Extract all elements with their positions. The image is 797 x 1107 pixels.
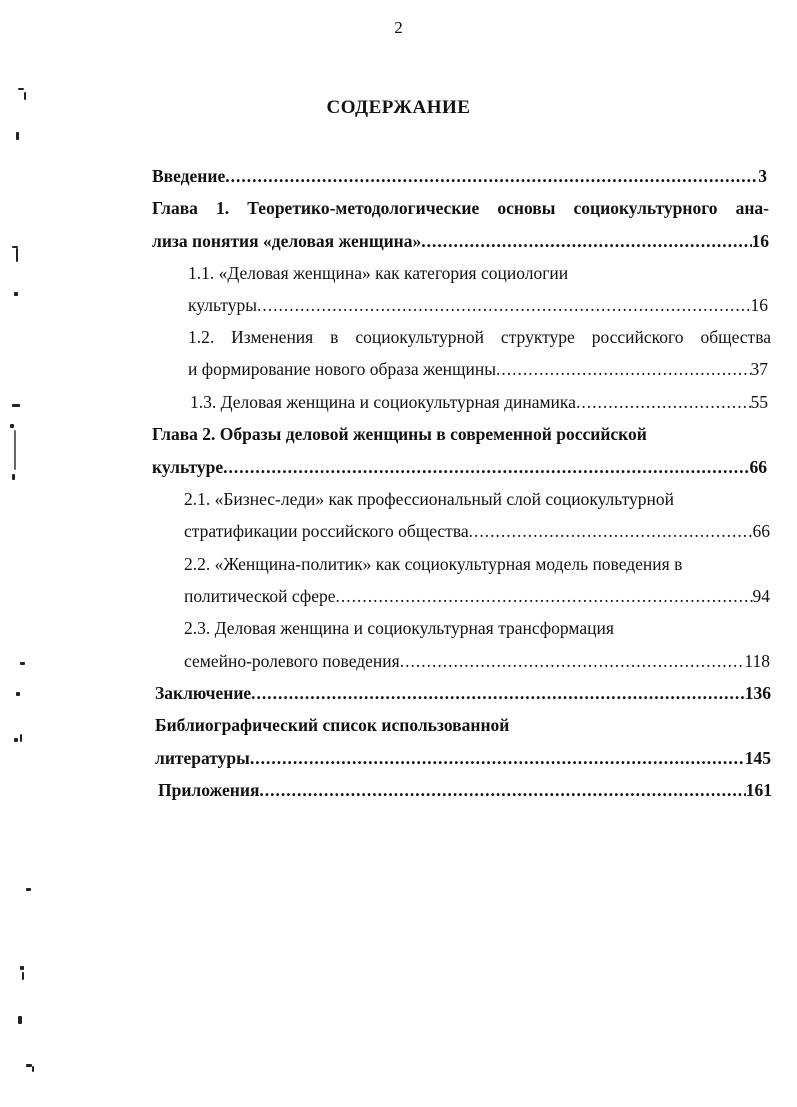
toc-label: Введение: [152, 166, 226, 186]
scan-mark: [18, 88, 24, 90]
scan-mark: [14, 738, 18, 742]
toc-page: 118: [744, 651, 770, 671]
toc-entry-chapter2: [152, 456, 767, 478]
toc-label: культуры: [188, 295, 257, 315]
leader-dots: [421, 230, 751, 252]
scan-mark: [12, 474, 15, 480]
leader-dots: [259, 779, 745, 801]
toc-page: 161: [745, 780, 772, 800]
toc-entry-section-2-2: [184, 585, 770, 607]
scan-mark: [20, 734, 22, 742]
scan-mark: [16, 132, 19, 140]
leader-dots: [335, 585, 752, 607]
toc-section-1-1-line1: 1.1. «Деловая женщина» как категория социологии: [188, 263, 569, 283]
scan-mark: [24, 92, 26, 100]
leader-dots: [576, 391, 751, 413]
toc-label: лиза понятия «деловая женщина»: [152, 231, 422, 251]
toc-entry-section-1-2: [188, 358, 768, 380]
toc-section-1-2-line1: 1.2. Изменения в социокультурной структуре российского общества: [188, 327, 771, 347]
toc-page: 55: [750, 392, 768, 412]
toc-entry-section-2-3: [184, 650, 770, 672]
scan-mark: [14, 292, 18, 296]
toc-label: Приложения: [158, 780, 260, 800]
toc-entry-appendix: [158, 779, 772, 801]
scan-mark: [14, 430, 16, 470]
toc-label: культуре: [152, 457, 224, 477]
toc-entry-section-1-1: [188, 294, 768, 316]
toc-entry-bibliography: [155, 747, 771, 769]
scan-mark: [16, 248, 18, 262]
toc-chapter2-line1: Глава 2. Образы деловой женщины в современной российской: [152, 424, 647, 444]
scan-mark: [22, 972, 24, 980]
toc-section-2-2-line1: 2.2. «Женщина-политик» как социокультурная модель поведения в: [184, 554, 683, 574]
toc-label: политической сфере: [184, 586, 336, 606]
toc-entry-section-1-3: [190, 391, 768, 413]
toc-bibliography-line1: Библиографический список использованной: [155, 715, 510, 735]
toc-entry-section-2-1: [184, 520, 770, 542]
toc-section-2-3-line1: 2.3. Деловая женщина и социокультурная трансформация: [184, 618, 614, 638]
toc-page: 66: [749, 457, 767, 477]
leader-dots: [223, 456, 749, 478]
toc-chapter1-line1: Глава 1. Теоретико-методологические основы социокультурного ана-: [152, 198, 769, 218]
toc-section-2-1-line1: 2.1. «Бизнес-леди» как профессиональный слой социокультурной: [184, 489, 674, 509]
toc-entry-conclusion: [155, 682, 771, 704]
scan-mark: [10, 424, 14, 428]
toc-page: 94: [752, 586, 770, 606]
toc-label: и формирование нового образа женщины: [188, 359, 496, 379]
toc-page: 16: [751, 231, 769, 251]
scan-mark: [12, 404, 20, 407]
leader-dots: [225, 165, 758, 187]
toc-label: семейно-ролевого поведения: [184, 651, 400, 671]
leader-dots: [496, 358, 751, 380]
leader-dots: [257, 294, 751, 316]
leader-dots: [469, 520, 753, 542]
scan-mark: [16, 692, 20, 696]
page-title: СОДЕРЖАНИЕ: [326, 97, 471, 118]
toc-page: 3: [758, 166, 767, 186]
toc-entry-intro: [152, 165, 767, 187]
leader-dots: [400, 650, 745, 672]
toc-page: 136: [744, 683, 771, 703]
toc-page: 16: [750, 295, 768, 315]
toc-label: стратификации российского общества: [184, 521, 469, 541]
toc-page: 37: [750, 359, 768, 379]
scan-mark: [32, 1066, 34, 1072]
toc-label: 1.3. Деловая женщина и социокультурная динамика: [190, 392, 576, 412]
scan-mark: [20, 966, 24, 970]
toc-entry-chapter1: [152, 230, 769, 252]
leader-dots: [250, 747, 745, 769]
scan-mark: [26, 888, 31, 891]
toc-label: Заключение: [155, 683, 252, 703]
toc-page: 145: [744, 748, 771, 768]
page-number: 2: [394, 18, 403, 37]
scan-mark: [20, 662, 25, 665]
toc-page: 66: [752, 521, 770, 541]
leader-dots: [251, 682, 745, 704]
scan-mark: [18, 1016, 22, 1024]
toc-label: литературы: [155, 748, 250, 768]
